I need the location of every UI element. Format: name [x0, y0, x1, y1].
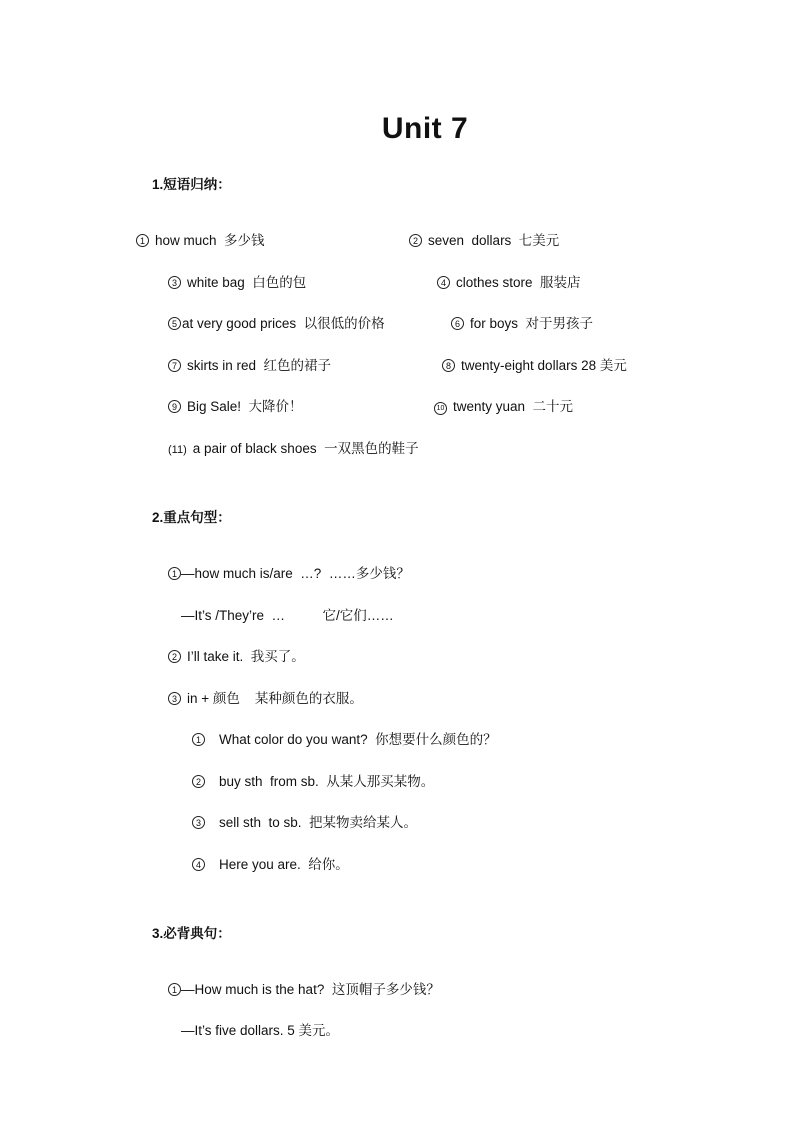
page-title: Unit 7: [381, 112, 469, 145]
section-1-heading: 1.短语归纳：: [152, 177, 231, 192]
circled-number: 3: [192, 816, 205, 829]
phrase-text: twenty-eight dollars 28 美元: [461, 358, 627, 373]
section-2-heading: 2.重点句型：: [152, 510, 231, 525]
phrase-item-11: [153, 422, 419, 472]
circled-number: 10: [434, 402, 447, 415]
circled-number: 1: [192, 733, 205, 746]
sentence-text: What color do you want? 你想要什么颜色的？: [219, 732, 497, 747]
circled-number: 3: [168, 692, 181, 705]
circled-number: 7: [168, 359, 181, 372]
phrase-text: skirts in red 红色的裙子: [187, 358, 332, 373]
circled-number: 4: [437, 276, 450, 289]
circled-number: 4: [192, 858, 205, 871]
sentence-text: in + 颜色 某种颜色的衣服。: [187, 691, 363, 706]
sentence-text: —How much is the hat? 这顶帽子多少钱？: [181, 982, 440, 997]
phrase-text: clothes store 服装店: [456, 275, 581, 290]
circled-number: 9: [168, 400, 181, 413]
circled-number: 1: [168, 983, 181, 996]
circled-number: 2: [168, 650, 181, 663]
circled-number: 3: [168, 276, 181, 289]
sub-sentence-4: [177, 838, 349, 888]
sentence-text: I’ll take it. 我买了。: [187, 649, 305, 664]
phrase-text: at very good prices 以很低的价格: [182, 316, 385, 331]
phrase-text: how much 多少钱: [155, 233, 265, 248]
phrase-text: a pair of black shoes 一双黑色的鞋子: [192, 441, 419, 456]
phrase-text: for boys 对于男孩子: [470, 316, 594, 331]
phrase-item-10: [419, 380, 573, 430]
circled-number: 2: [409, 234, 422, 247]
phrase-text: Big Sale! 大降价！: [187, 399, 303, 414]
sentence-text: buy sth from sb. 从某人那买某物。: [219, 774, 435, 789]
circled-number: 1: [136, 234, 149, 247]
parenthesized-number: (11): [168, 444, 187, 456]
sentence-text: sell sth to sb. 把某物卖给某人。: [219, 815, 418, 830]
sentence-text: —how much is/are …? ……多少钱？: [181, 566, 410, 581]
sentence-text: —It’s five dollars. 5 美元。: [181, 1023, 340, 1038]
key-sentence-1-answer: [166, 1004, 339, 1054]
circled-number: 1: [168, 567, 181, 580]
phrase-text: twenty yuan 二十元: [453, 399, 574, 414]
phrase-text: seven dollars 七美元: [428, 233, 560, 248]
circled-number: 8: [442, 359, 455, 372]
circled-number: 5: [168, 317, 181, 330]
circled-number: 2: [192, 775, 205, 788]
sentence-text: Here you are. 给你。: [219, 857, 349, 872]
circled-number: 6: [451, 317, 464, 330]
sentence-text: —It’s /They’re … 它/它们……: [181, 608, 394, 623]
phrase-text: white bag 白色的包: [187, 275, 307, 290]
section-3-heading: 3.必背典句：: [152, 926, 231, 941]
